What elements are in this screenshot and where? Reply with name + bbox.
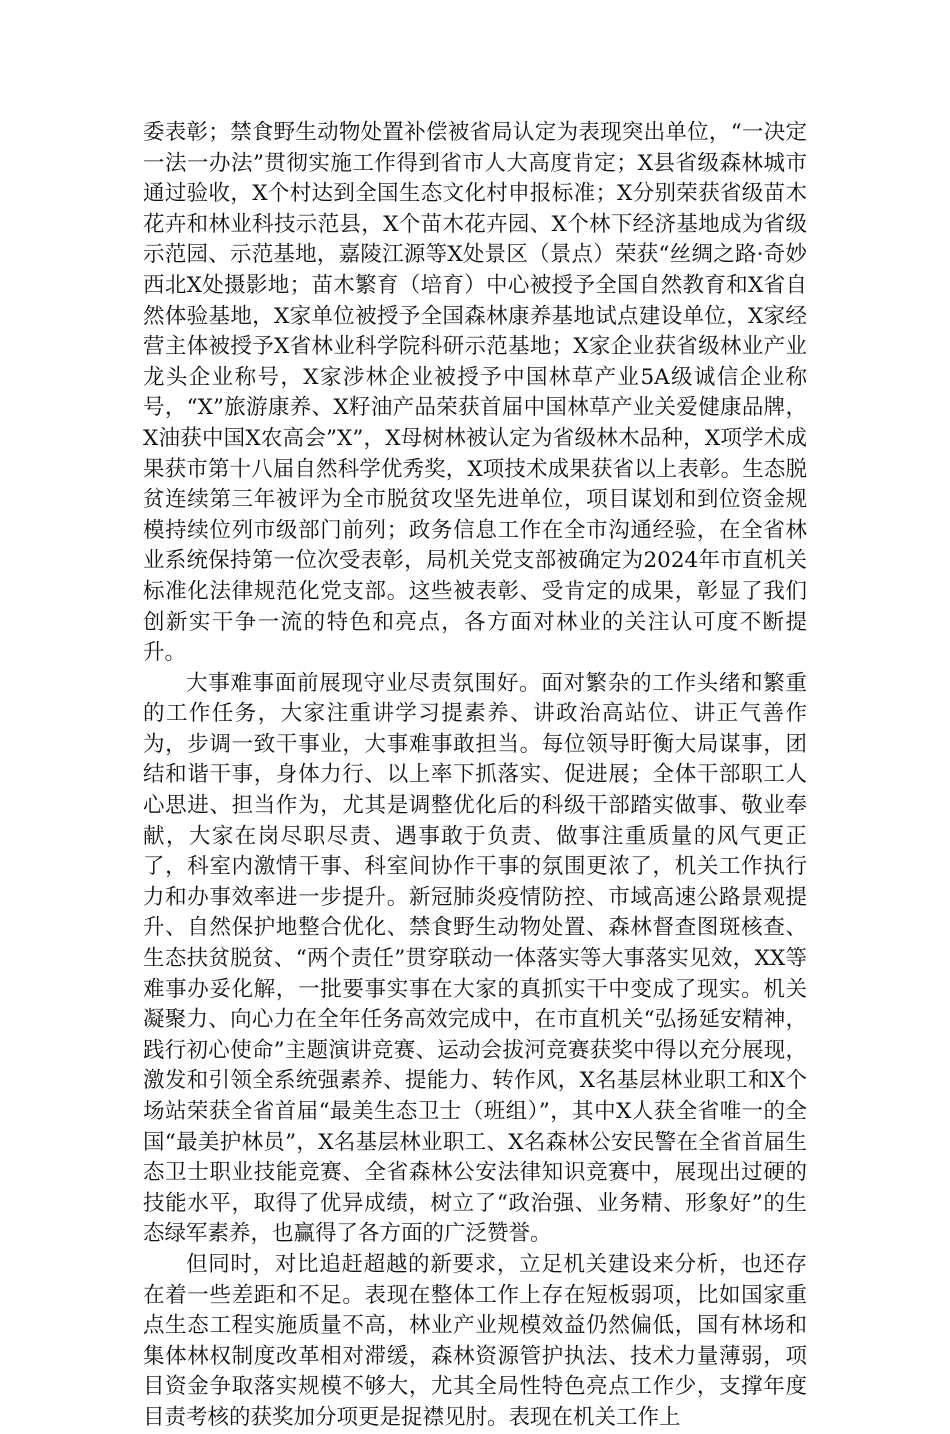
document-body — [143, 118, 807, 1434]
paragraph-awards: 委表彰；禁食野生动物处置补偿被省局认定为表现突出单位，“一决定一法一办法”贯彻实施工作得到省市人大高度肯定；X县省级森林城市通过验收，X个村达到全国生态文化村申报标准；X分别荣获省级苗木花卉和林业科技示范县，X个苗木花卉园、X个林下经济基地成为省级示范园、示范基地，嘉陵江源等X处景区（景点）荣获“丝绸之路·奇妙西北X处摄影地；苗木繁育（培育）中心被授予全国自然教育和X省自然体验基地，X家单位被授予全国森林康养基地试点建设单位，X家经营主体被授予X省林业科学院科研示范基地；X家企业获省级林业产业龙头企业称号，X家涉林企业被授予中国林草产业5A级诚信企业称号，“X”旅游康养、X籽油产品荣获首届中国林草产业关爱健康品牌，X油获中国X农高会”X”，X母树林被认定为省级林木品种，X项学术成果获市第十八届自然科学优秀奖，X项技术成果获省以上表彰。生态脱贫连续第三年被评为全市脱贫攻坚先进单位，项目谋划和到位资金规模持续位列市级部门前列；政务信息工作在全市沟通经验，在全省林业系统保持第一位次受表彰，局机关党支部被确定为2024年市直机关标准化法律规范化党支部。这些被表彰、受肯定的成果，彰显了我们创新实干争一流的特色和亮点，各方面对林业的关注认可度不断提升。 — [143, 120, 807, 666]
paragraph-shortcomings: 但同时，对比追赶超越的新要求，立足机关建设来分析，也还存在着一些差距和不足。表现在整体工作上存在短板弱项，比如国家重点生态工程实施质量不高，林业产业规模效益仍然偏低，国有林场和集体林权制度改革相对滞缓，森林资源管护执法、技术力量薄弱，项目资金争取落实规模不够大，尤其全局性特色亮点工作少，支撑年度目责考核的获奖加分项更是捉襟见肘。表现在机关工作上 — [143, 1251, 807, 1430]
paragraph-responsibility: 大事难事面前展现守业尽责氛围好。面对繁杂的工作头绪和繁重的工作任务，大家注重讲学习提素养、讲政治高站位、讲正气善作为，步调一致干事业，大事难事敢担当。每位领导盱衡大局谋事，团结和谐干事，身体力行、以上率下抓落实、促进展；全体干部职工人心思进、担当作为，尤其是调整优化后的科级干部踏实做事、敬业奉献，大家在岗尽职尽责、遇事敢于负责、做事注重质量的风气更正了，科室内激情干事、科室间协作干事的氛围更浓了，机关工作执行力和办事效率进一步提升。新冠肺炎疫情防控、市域高速公路景观提升、自然保护地整合优化、禁食野生动物处置、森林督查图斑核查、生态扶贫脱贫、“两个责任”贯穿联动一体落实等大事落实见效，XX等难事办妥化解，一批要事实事在大家的真抓实干中变成了现实。机关凝聚力、向心力在全年任务高效完成中，在市直机关“弘扬延安精神，践行初心使命”主题演讲竞赛、运动会拔河竞赛获奖中得以充分展现，激发和引领全系统强素养、提能力、转作风，X名基层林业职工和X个场站荣获全省首届“最美生态卫士（班组）”，其中X人获全省唯一的全国“最美护林员”，X名基层林业职工、X名森林公安民警在全省首届生态卫士职业技能竞赛、全省森林公安法律知识竞赛中，展现出过硬的技能水平，取得了优异成绩，树立了“政治强、业务精、形象好”的生态绿军素养，也赢得了各方面的广泛赞誉。 — [143, 670, 807, 1247]
